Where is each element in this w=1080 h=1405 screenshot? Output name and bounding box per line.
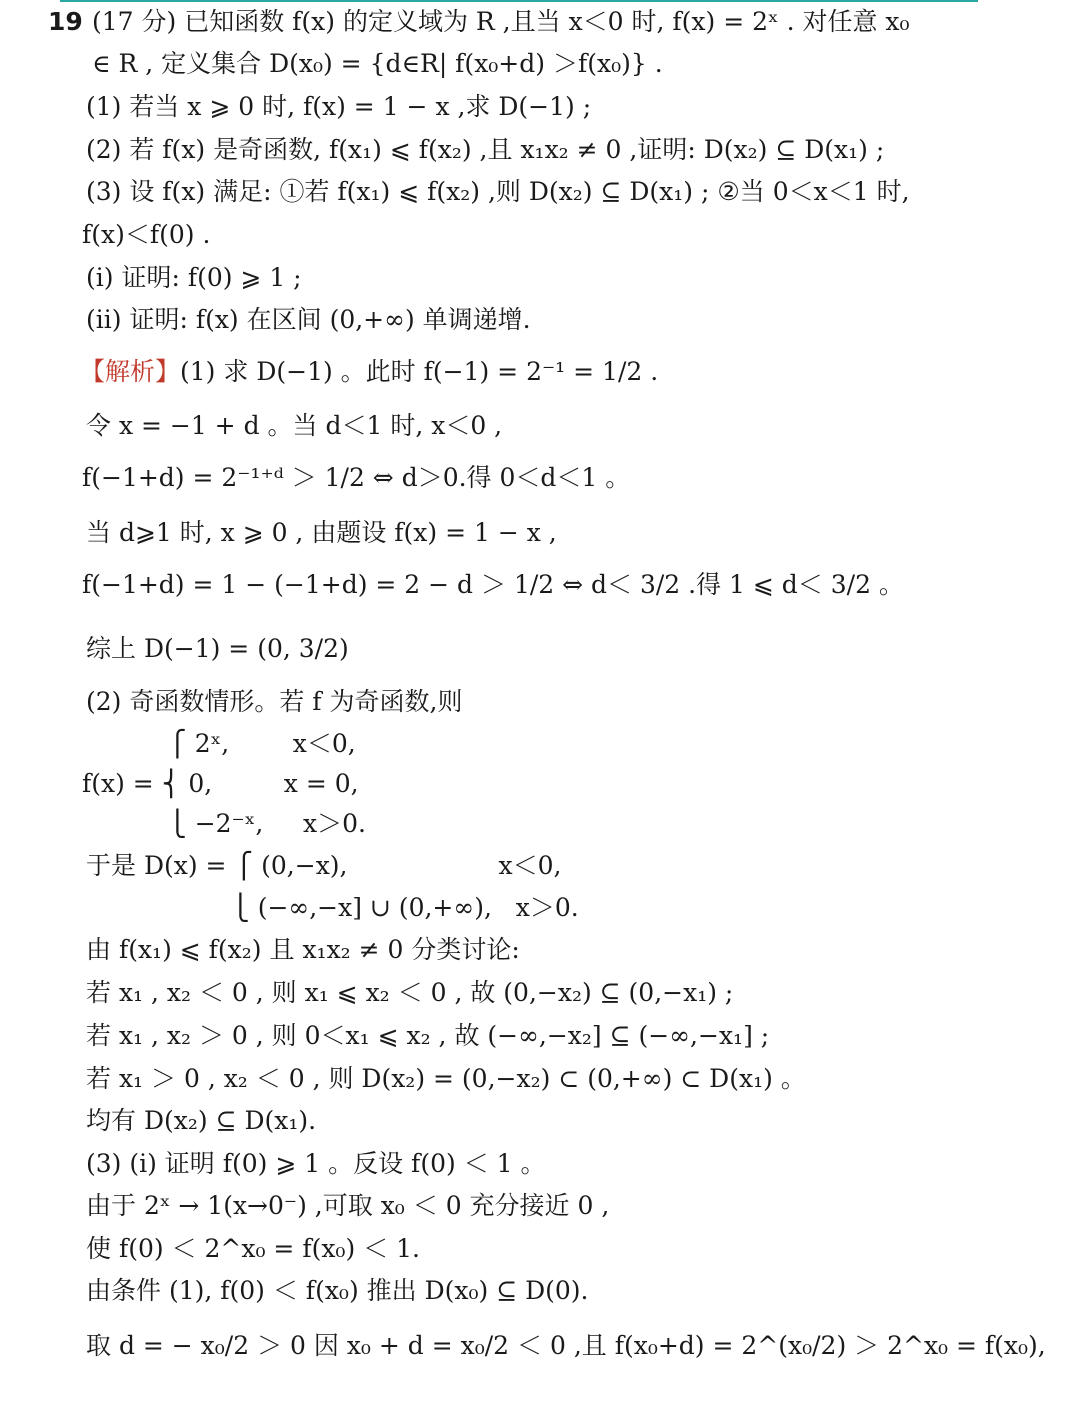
question-line: ∈ R , 定义集合 D(x₀) = {d∈R| f(x₀+d) ＞f(x₀)} . [92, 49, 663, 78]
question-line: f(x)＜f(0) . [82, 220, 211, 249]
piecewise-row: ⎧ 2ˣ, x＜0, [168, 729, 356, 758]
solution-line: f(−1+d) = 1 − (−1+d) = 2 − d ＞ 1/2 ⇔ d＜ 3/2 .得 1 ⩽ d＜ 3/2 。 [82, 570, 904, 599]
solution-line: 若 x₁ , x₂ ＞ 0 , 则 0＜x₁ ⩽ x₂ , 故 (−∞,−x₂] ⊆ (−∞,−x₁] ; [86, 1021, 770, 1050]
solution-line: 令 x = −1 + d 。当 d＜1 时, x＜0 , [86, 411, 503, 440]
solution-line: 由于 2ˣ → 1(x→0⁻) ,可取 x₀ ＜ 0 充分接近 0 , [86, 1191, 610, 1220]
question-line: (3) 设 f(x) 满足: ①若 f(x₁) ⩽ f(x₂) ,则 D(x₂) ⊆ D(x₁) ; ②当 0＜x＜1 时, [86, 177, 910, 206]
solution-line: (2) 奇函数情形。若 f 为奇函数,则 [86, 687, 463, 716]
question-line: (2) 若 f(x) 是奇函数, f(x₁) ⩽ f(x₂) ,且 x₁x₂ ≠ 0 ,证明: D(x₂) ⊆ D(x₁) ; [86, 135, 885, 164]
solution-tag: 【解析】 [80, 357, 181, 386]
piecewise-row: ⎩ −2⁻ˣ, x＞0. [168, 809, 366, 838]
question-line: (ii) 证明: f(x) 在区间 (0,+∞) 单调递增. [86, 305, 531, 334]
solution-line: f(−1+d) = 2⁻¹⁺ᵈ ＞ 1/2 ⇔ d＞0.得 0＜d＜1 。 [82, 463, 631, 492]
solution-line: 均有 D(x₂) ⊆ D(x₁). [86, 1106, 317, 1135]
question-line: (i) 证明: f(0) ⩾ 1 ; [86, 263, 302, 292]
piecewise-row: ⎩ (−∞,−x] ∪ (0,+∞), x＞0. [231, 893, 579, 922]
solution-line: 若 x₁ , x₂ ＜ 0 , 则 x₁ ⩽ x₂ ＜ 0 , 故 (0,−x₂) ⊆ (0,−x₁) ; [86, 978, 734, 1007]
solution-line: 取 d = − x₀/2 ＞ 0 因 x₀ + d = x₀/2 ＜ 0 ,且 f(x₀+d) = 2^(x₀/2) ＞ 2^x₀ = f(x₀), [86, 1331, 1046, 1360]
solution-line: 使 f(0) ＜ 2^x₀ = f(x₀) ＜ 1. [86, 1234, 420, 1263]
piecewise-row: f(x) = ⎨ 0, x = 0, [82, 769, 359, 798]
solution-line: 综上 D(−1) = (0, 3/2) [86, 634, 349, 663]
question-line: (1) 若当 x ⩾ 0 时, f(x) = 1 − x ,求 D(−1) ; [86, 92, 592, 121]
solution-line: 当 d⩾1 时, x ⩾ 0 , 由题设 f(x) = 1 − x , [86, 518, 557, 547]
solution-line: (3) (i) 证明 f(0) ⩾ 1 。反设 f(0) ＜ 1 。 [86, 1149, 546, 1178]
top-rule [60, 0, 978, 2]
solution-line: 【解析】(1) 求 D(−1) 。此时 f(−1) = 2⁻¹ = 1/2 . [80, 357, 659, 386]
solution-line: 由 f(x₁) ⩽ f(x₂) 且 x₁x₂ ≠ 0 分类讨论: [86, 935, 520, 964]
solution-line: 若 x₁ ＞ 0 , x₂ ＜ 0 , 则 D(x₂) = (0,−x₂) ⊂ (0,+∞) ⊂ D(x₁) 。 [86, 1064, 806, 1093]
piecewise-row: 于是 D(x) = ⎧ (0,−x), x＜0, [86, 851, 562, 880]
solution-line: 由条件 (1), f(0) ＜ f(x₀) 推出 D(x₀) ⊆ D(0). [86, 1276, 589, 1305]
question-number: 19 [48, 7, 83, 36]
question-line: (17 分) 已知函数 f(x) 的定义域为 R ,且当 x＜0 时, f(x) = 2ˣ . 对任意 x₀ [92, 7, 910, 36]
